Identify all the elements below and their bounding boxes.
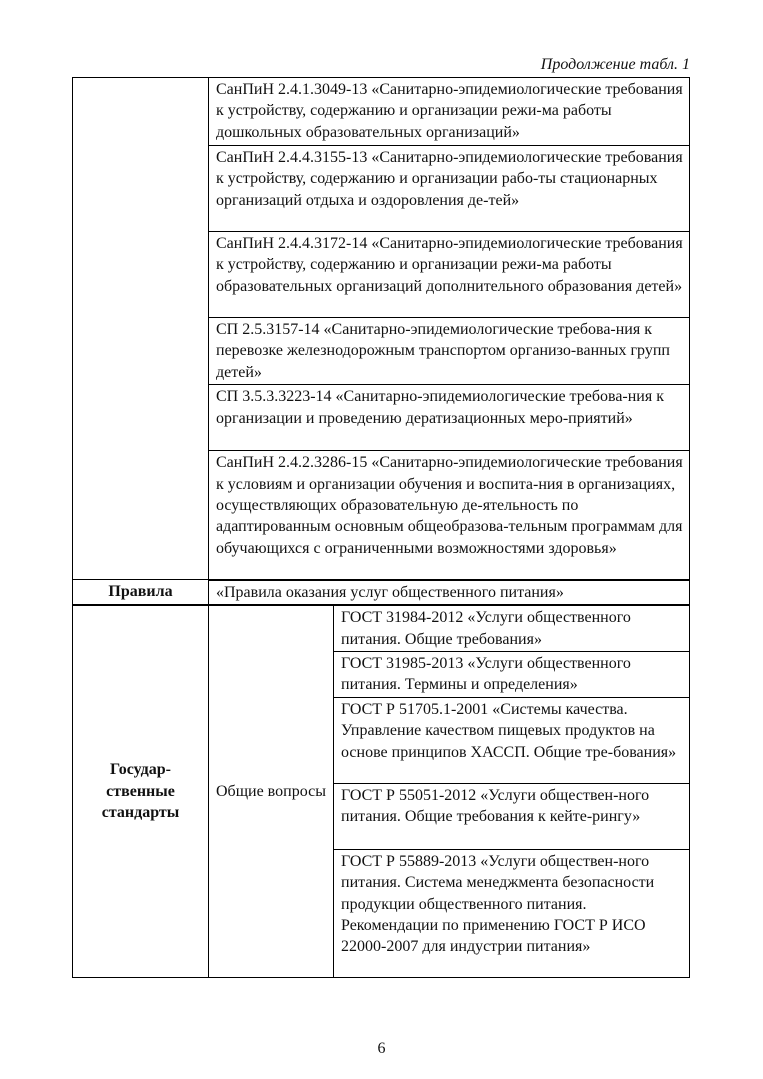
sp-row-4: СП 2.5.3157-14 «Санитарно-эпидемиологические требова-ния к перевозке железнодорожным транспортом организо-ванных групп детей»: [209, 318, 690, 385]
table-continuation-caption: Продолжение табл. 1: [540, 56, 690, 73]
standards-subcategory: Общие вопросы: [209, 605, 334, 977]
sanpin-row-1: СанПиН 2.4.1.3049-13 «Санитарно-эпидемиологические требования к устройству, содержанию и организации режи-ма работы дошкольных образовательных организаций»: [209, 78, 690, 146]
sanpin-row-6: СанПиН 2.4.2.3286-15 «Санитарно-эпидемиологические требования к условиям и организации обучения и воспита-ния в организациях, осуществляющих образовательную де-ятельность по адаптированным основным общеобразова-тельным программам для обучающихся с ограниченными возможностями здоровья»: [209, 451, 690, 580]
regulations-table: [72, 77, 690, 978]
empty-category-cell: [73, 78, 209, 580]
page-number: 6: [377, 1040, 386, 1057]
rules-text: «Правила оказания услуг общественного питания»: [209, 580, 690, 605]
standard-item: ГОСТ Р 55051-2012 «Услуги обществен-ного питания. Общие требования к кейте-рингу»: [334, 783, 690, 849]
sp-row-5: СП 3.5.3.3223-14 «Санитарно-эпидемиологические требова-ния к организации и проведению дератизационных меро-приятий»: [209, 385, 690, 451]
sanpin-row-2: СанПиН 2.4.4.3155-13 «Санитарно-эпидемиологические требования к устройству, содержанию и организации рабо-ты стационарных организаций отдыха и оздоровления де-тей»: [209, 146, 690, 232]
sanpin-row-3: СанПиН 2.4.4.3172-14 «Санитарно-эпидемиологические требования к устройству, содержанию и организации режи-ма работы образовательных организаций дополнительного образования детей»: [209, 232, 690, 318]
standard-item: ГОСТ 31985-2013 «Услуги общественного питания. Термины и определения»: [334, 651, 690, 697]
standard-item: ГОСТ 31984-2012 «Услуги общественного питания. Общие требования»: [334, 605, 690, 651]
standards-category: Государ-ственные стандарты: [73, 605, 209, 977]
rules-category: Правила: [73, 580, 209, 605]
standard-item: ГОСТ Р 51705.1-2001 «Системы качества. Управление качеством пищевых продуктов на основе принципов ХАССП. Общие тре-бования»: [334, 697, 690, 783]
standard-item: ГОСТ Р 55889-2013 «Услуги обществен-ного питания. Система менеджмента безопасности продукции общественного питания. Рекомендации по применению ГОСТ Р ИСО 22000-2007 для индустрии питания»: [334, 849, 690, 977]
